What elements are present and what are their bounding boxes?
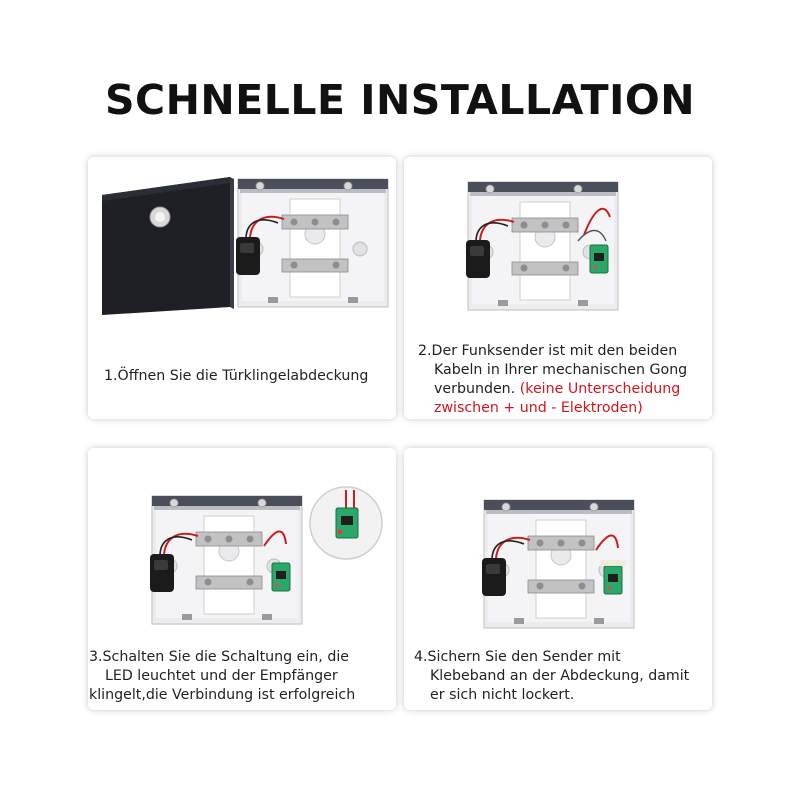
tape: [600, 560, 626, 566]
zoom-inset: [310, 487, 382, 559]
chime-open: [236, 179, 388, 307]
step-card-1: [88, 157, 396, 419]
doorbell-cover: [102, 177, 234, 315]
step-card-4: [404, 448, 712, 710]
transmitter-module: [604, 566, 622, 594]
step-1-caption: 1.Öffnen Sie die Türklingelabdeckung: [104, 368, 369, 384]
step-2-caption: 2.Der Funksender ist mit den beiden Kabeln in Ihrer mechanischen Gong verbunden. (keine Unterscheidung zwischen + und - Elektroden): [418, 343, 688, 416]
transmitter-module: [272, 563, 290, 591]
transmitter-module: [590, 245, 608, 273]
step-card-3: [88, 448, 396, 710]
step-3-caption: 3.Schalten Sie die Schaltung ein, die LED leuchtet und der Empfänger klingelt,die Verbindung ist erfolgreich: [89, 649, 356, 703]
page-title: SCHNELLE INSTALLATION: [104, 76, 696, 124]
step-4-caption: 4.Sichern Sie den Sender mit Klebeband an der Abdeckung, damit er sich nicht lockert.: [414, 649, 690, 703]
step-card-2: [404, 157, 712, 419]
